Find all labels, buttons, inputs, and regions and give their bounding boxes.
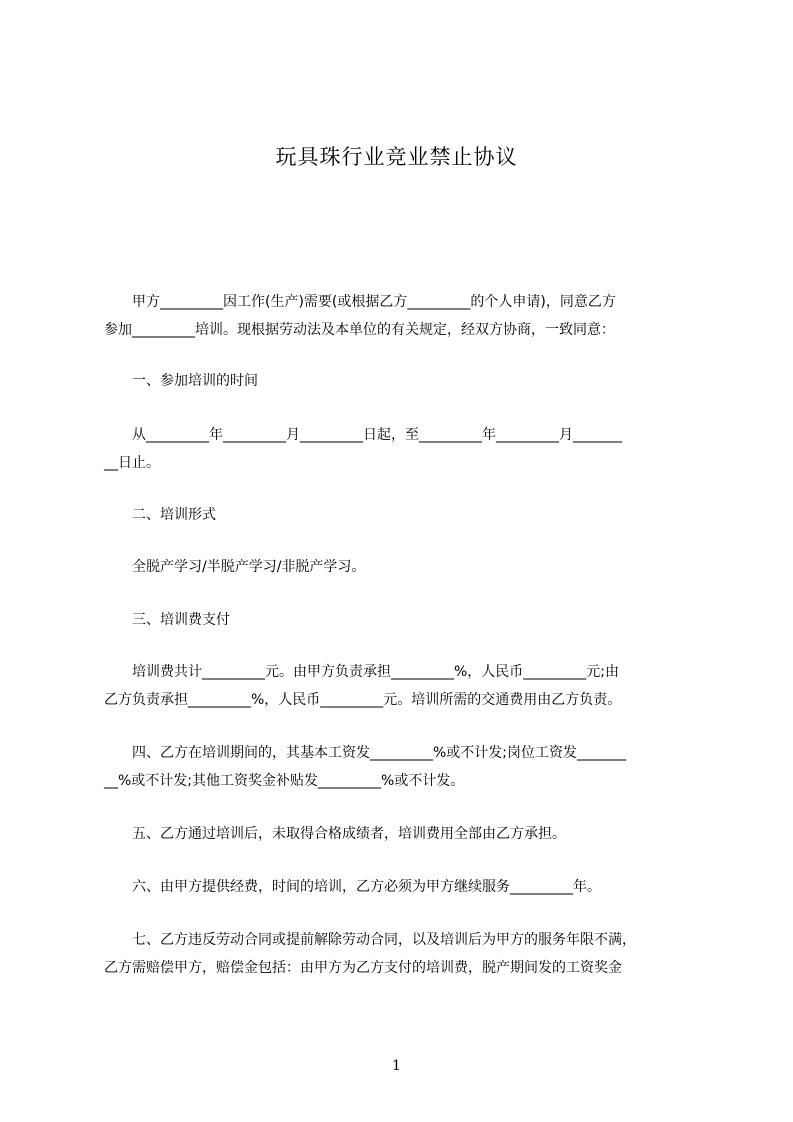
paragraph-line-wages-1: 四、乙方在培训期间的，其基本工资发_________%或不计发;岗位工资发_______ <box>104 745 627 761</box>
paragraph-line-intro-2: 参加_________培训。现根据劳动法及本单位的有关规定，经双方协商，一致同意： <box>104 322 615 338</box>
paragraph-line-fee-1: 培训费共计_________元。由甲方负责承担_________%，人民币_________元;由 <box>104 664 620 680</box>
paragraph-line-time-2: __日止。 <box>104 455 160 471</box>
section-heading-training-form: 二、培训形式 <box>104 507 216 523</box>
paragraph-line-form: 全脱产学习/半脱产学习/非脱产学习。 <box>104 559 366 575</box>
paragraph-line-clause-7-1: 七、乙方违反劳动合同或提前解除劳动合同，以及培训后为甲方的服务年限不满， <box>104 932 636 948</box>
section-heading-fee-payment: 三、培训费支付 <box>104 612 230 628</box>
page-number: 1 <box>392 1058 401 1074</box>
paragraph-line-wages-2: __%或不计发;其他工资奖金补贴发_________%或不计发。 <box>104 773 465 789</box>
paragraph-line-intro-1: 甲方_________因工作(生产)需要(或根据乙方_________的个人申请)，同意乙方 <box>104 294 616 310</box>
document-title: 玩具珠行业竞业禁止协议 <box>275 145 518 169</box>
section-heading-training-time: 一、参加培训的时间 <box>104 373 258 389</box>
paragraph-line-time-1: 从_________年_________月_________日起，至_________年_________月_______ <box>104 427 622 443</box>
paragraph-line-clause-5: 五、乙方通过培训后，未取得合格成绩者，培训费用全部由乙方承担。 <box>104 826 566 842</box>
paragraph-line-clause-7-2: 乙方需赔偿甲方，赔偿金包括：由甲方为乙方支付的培训费，脱产期间发的工资奖金 <box>104 960 622 976</box>
paragraph-line-clause-6: 六、由甲方提供经费，时间的培训，乙方必须为甲方继续服务_________年。 <box>104 879 601 895</box>
paragraph-line-fee-2: 乙方负责承担_________%，人民币_________元。培训所需的交通费用由乙方负责。 <box>104 692 622 708</box>
